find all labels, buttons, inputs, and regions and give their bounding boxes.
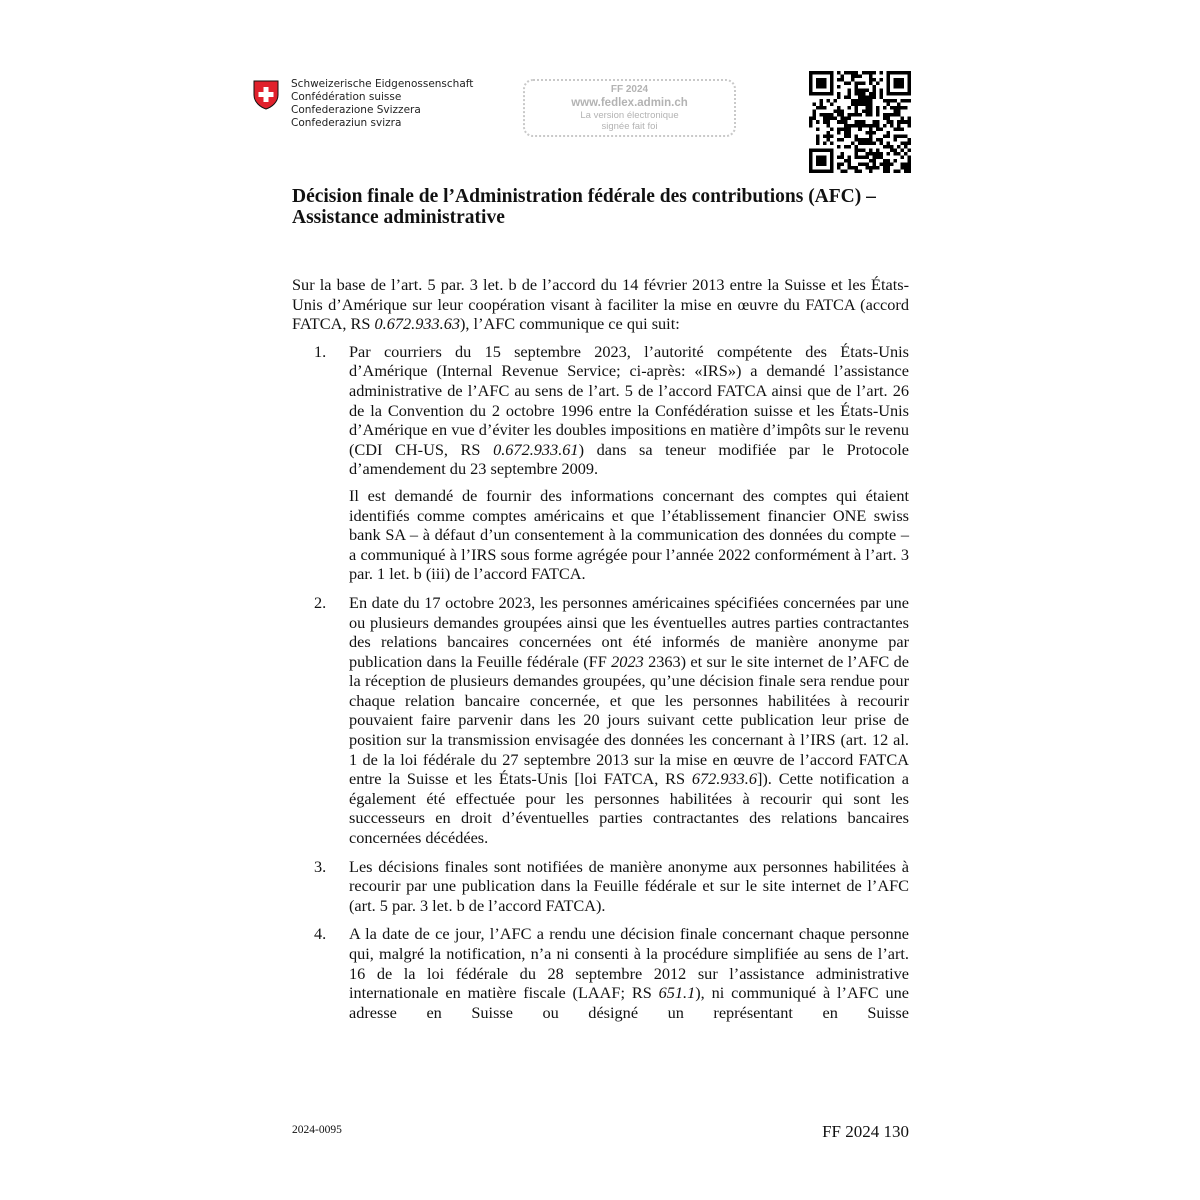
- item-4-text-b: ), ni communiqué à l’AFC une adresse en Suisse ou désigné un représentant en Suisse: [349, 983, 910, 1022]
- numbered-item-2: [292, 593, 909, 848]
- stamp-note-line-1: La version électronique: [580, 110, 679, 121]
- confederation-name-de: Schweizerische Eidgenossenschaft: [291, 78, 474, 90]
- item-2-paragraph: [349, 593, 909, 848]
- stamp-website: www.fedlex.admin.ch: [571, 97, 688, 109]
- item-number: 1.: [314, 341, 327, 361]
- item-2-text-b: 2363) et sur le site internet de l’AFC de la réception de plusieurs demandes groupées, qu’une décision finale sera rendue pour chaque relation bancaire concernée, et que les personnes habilitées à recourir pouvaient faire parvenir dans les 20 jours suivant cette publication leur prise de position sur la transmission envisagée des données les concernant à l’IRS (art. 12 al. 1 de la loi fédérale du 27 septembre 2013 sur la mise en œuvre de l’accord FATCA entre la Suisse et les États-Unis [loi FATCA, RS: [349, 651, 909, 789]
- intro-text-a: Sur la base de l’art. 5 par. 3 let. b de l’accord du 14 février 2013 entre la Suisse et les États-Unis d’Amérique sur leur coopération visant à faciliter la mise en œuvre du FATCA (accord FATCA, RS: [292, 275, 909, 334]
- item-2-rs-reference: 672.933.6: [691, 769, 757, 789]
- numbered-item-1: [292, 342, 909, 584]
- item-2-text-a: En date du 17 octobre 2023, les personnes américaines spécifiées concernées par une ou plusieurs demandes groupées ainsi que les éventuelles autres parties contractantes des relations bancaires concernées ont été informés de manière anonyme par publication dans la Feuille fédérale (FF: [349, 592, 909, 671]
- item-4-paragraph: [349, 924, 909, 1022]
- stamp-ff-year: FF 2024: [610, 84, 649, 95]
- numbered-item-3: [292, 857, 909, 916]
- item-1-text-a: Par courriers du 15 septembre 2023, l’autorité compétente des États-Unis d’Amérique (Internal Revenue Service; ci-après: «IRS») a demandé l’assistance administrative de l’AFC au sens de l’art. 5 de l’accord FATCA ainsi que de l’art. 26 de la Convention du 2 octobre 1996 entre la Confédération suisse et les États-Unis d’Amérique en vue d’éviter les doubles impositions en matière d’impôts sur le revenu (CDI CH-US, RS: [349, 341, 909, 459]
- document-number: 2024-0095: [292, 1124, 342, 1136]
- stamp-note-line-2: signée fait foi: [601, 121, 658, 132]
- item-3-paragraph: Les décisions finales sont notifiées de manière anonyme aux personnes habilitées à recourir par une publication dans la Feuille fédérale et sur le site internet de l’AFC (art. 5 par. 3 let. b de l’accord FATCA).: [349, 856, 909, 915]
- item-1-rs-reference: 0.672.933.61: [493, 439, 579, 459]
- item-2-text-c: ]). Cette notification a également été effectuée pour les personnes habilitées à recourir qui sont les successeurs en droit d’éventuelles parties contractantes des relations bancaires concernées décédées.: [349, 769, 909, 848]
- item-1-text-b: ) dans sa teneur modifiée par le Protocole d’amendement du 23 septembre 2009.: [349, 439, 909, 479]
- electronic-signature-stamp: [523, 79, 736, 137]
- intro-rs-reference: 0.672.933.63: [374, 314, 460, 334]
- numbered-item-4: [292, 924, 909, 1022]
- confederation-name-it: Confederazione Svizzera: [291, 104, 421, 116]
- page-reference: FF 2024 130: [822, 1122, 909, 1141]
- swiss-coat-of-arms-icon: [253, 80, 279, 110]
- item-number: 2.: [314, 592, 327, 612]
- confederation-name-rm: Confederaziun svizra: [291, 117, 402, 129]
- item-2-ff-year: 2023: [611, 651, 644, 671]
- item-4-rs-reference: 651.1: [658, 983, 696, 1003]
- item-1-paragraph-2: Il est demandé de fournir des informations concernant des comptes qui étaient identifiés comme comptes américains et que l’établissement financier ONE swiss bank SA – à défaut d’un consentement à la communication des données du compte – a communiqué à l’IRS sous forme agrégée pour l’année 2022 conformément à l’art. 3 par. 1 let. b (iii) de l’accord FATCA.: [349, 485, 909, 584]
- confederation-names: [291, 78, 473, 130]
- confederation-name-fr: Confédération suisse: [291, 91, 402, 103]
- qr-code-icon: [809, 71, 911, 173]
- title-line-2: Assistance administrative: [292, 207, 505, 228]
- item-4-text-a: A la date de ce jour, l’AFC a rendu une décision finale concernant chaque personne qui, malgré la notification, n’a ni consenti à la procédure simplifiée au sens de l’art. 16 de la loi fédérale du 28 septembre 2012 sur l’assistance administrative internationale en matière fiscale (LAAF; RS: [349, 924, 909, 1003]
- title-line-1: Décision finale de l’Administration fédérale des contributions (AFC) –: [292, 186, 876, 207]
- intro-paragraph: [292, 275, 909, 334]
- item-number: 4.: [314, 924, 327, 944]
- item-1-paragraph-1: [349, 342, 909, 479]
- document-body: [292, 275, 909, 1022]
- item-number: 3.: [314, 856, 327, 876]
- document-title: [292, 186, 912, 228]
- intro-text-b: ), l’AFC communique ce qui suit:: [459, 314, 680, 334]
